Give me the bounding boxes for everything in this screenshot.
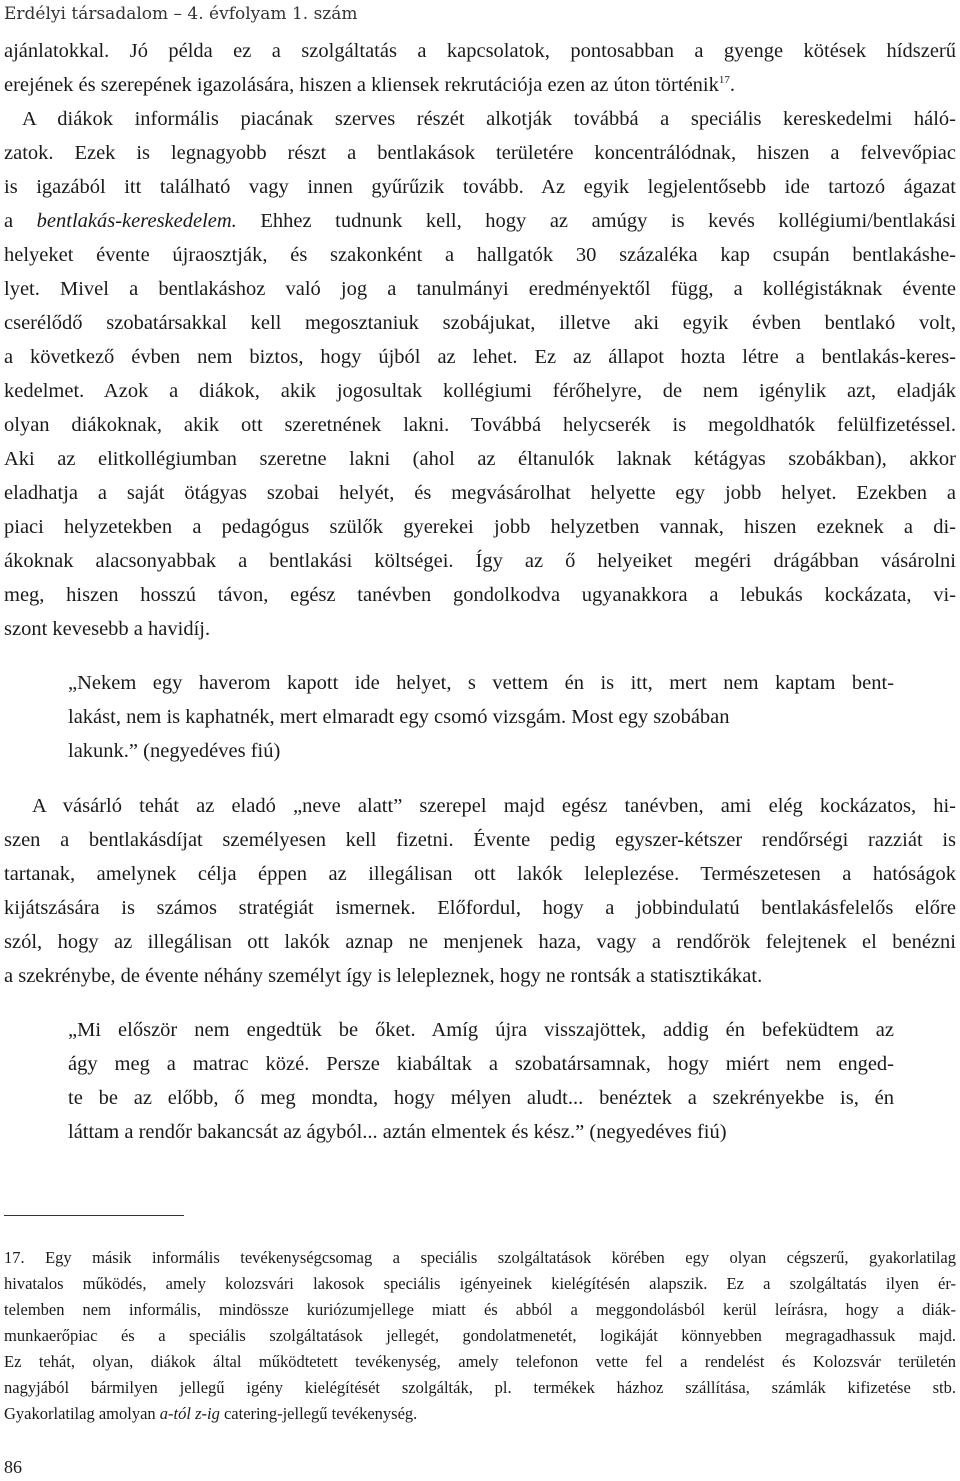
paragraph-text: Ehhez tudnunk kell, hogy az amúgy is kevés kollégiumi/bentlakási bbox=[236, 210, 956, 232]
sentence-end: . bbox=[729, 74, 735, 96]
footnote-line: 17. Egy másik informális tevékenységcsomag a speciális szolgáltatások körében egy olyan cégszerű, gyakorlatilag bbox=[4, 1248, 956, 1267]
paragraph-line: tartanak, amelynek célja éppen az illegálisan ott lakók leleplezése. Természetesen a hatóságok bbox=[4, 863, 956, 885]
paragraph-line: a szekrénybe, de évente néhány személyt így is lelepleznek, hogy ne rontsák a statisztikákat. bbox=[4, 965, 763, 987]
paragraph-line: piaci helyzetekben a pedagógus szülők gyerekei jobb helyzetben vannak, hiszen ezeknek a di- bbox=[4, 516, 956, 538]
paragraph-line: A diákok informális piacának szerves részét alkotják továbbá a speciális kereskedelmi háló- bbox=[22, 108, 956, 130]
footnote-line: hivatalos működés, amely kolozsvári lakosok speciális igényeinek kielégítésén alapszik. Ez a szolgáltatás ilyen ér- bbox=[4, 1274, 956, 1293]
paragraph-line: is igazából itt található vagy innen gyűrűzik tovább. Az egyik legjelentősebb ide tartozó ágazat bbox=[4, 176, 956, 198]
paragraph-line: szól, hogy az illegálisan ott lakók aznap ne menjenek haza, vagy a rendőrök felejtenek el benézni bbox=[4, 931, 956, 953]
paragraph-line: a következő évben nem biztos, hogy újból az lehet. Ez az állapot hozta létre a bentlakás-keres- bbox=[4, 346, 956, 368]
footnote-separator bbox=[4, 1215, 184, 1216]
paragraph-line: A vásárló tehát az eladó „neve alatt” szerepel majd egész tanévben, ami elég kockázatos, hi- bbox=[32, 795, 956, 817]
paragraph-text: a bbox=[4, 210, 37, 232]
paragraph-line bbox=[4, 211, 956, 232]
paragraph-line: helyeket évente újraosztják, és szakonként a hallgatók 30 százaléka kap csupán bentlakáshe- bbox=[4, 244, 956, 266]
quote-line: „Mi először nem engedtük be őket. Amíg újra visszajöttek, addig én befeküdtem az bbox=[68, 1019, 894, 1041]
footnote-line: Ez tehát, olyan, diákok által működtetett tevékenység, amely telefonon vette fel a rendelést és Kolozsvár területén bbox=[4, 1352, 956, 1371]
paragraph-line: kedelmet. Azok a diákok, akik jogosultak kollégiumi férőhelyre, de nem igénylik azt, eladják bbox=[4, 380, 956, 402]
emphasized-term: bentlakás-kereskedelem. bbox=[36, 210, 237, 232]
footnote-line bbox=[4, 1406, 956, 1423]
footnote-line: munkaerőpiac és a speciális szolgáltatások jellegét, gondolatmenetét, logikáját könnyebben megragadhassuk majd. bbox=[4, 1326, 956, 1345]
footnote-text: catering-jellegű tevékenység. bbox=[219, 1404, 418, 1423]
quote-line: lakunk.” (negyedéves fiú) bbox=[68, 740, 281, 762]
footnote-reference[interactable]: 17 bbox=[718, 74, 730, 87]
quote-line: „Nekem egy haverom kapott ide helyet, s vettem én is itt, mert nem kaptam bent- bbox=[68, 672, 894, 694]
emphasized-term: a-tól z-ig bbox=[159, 1404, 220, 1423]
paragraph-line: zatok. Ezek is legnagyobb részt a bentlakások területére koncentrálódnak, hiszen a felvevőpiac bbox=[4, 142, 956, 164]
quote-line: te be az előbb, ő meg mondta, hogy mélyen aludt... benéztek a szekrényekbe is, én bbox=[68, 1087, 894, 1109]
paragraph-line: ákoknak alacsonyabbak a bentlakási költségei. Így az ő helyeiket megéri drágábban vásárolni bbox=[4, 550, 956, 572]
paragraph-line: ajánlatokkal. Jó példa ez a szolgáltatás a kapcsolatok, pontosabban a gyenge kötések hídszerű bbox=[4, 40, 956, 62]
quote-line: lakást, nem is kaphatnék, mert elmaradt egy csomó vizsgám. Most egy szobában bbox=[68, 706, 730, 728]
paragraph-line bbox=[4, 75, 956, 96]
footnote-line: nagyjából bármilyen jellegű igény kielégítését szolgálták, pl. termékek házhoz szállítása, számlák kifizetése stb. bbox=[4, 1378, 956, 1397]
paragraph-line: lyet. Mivel a bentlakáshoz való jog a tanulmányi eredményektől függ, a kollégistáknak évente bbox=[4, 278, 956, 300]
footnote-text: Gyakorlatilag amolyan bbox=[4, 1404, 160, 1423]
paragraph-line: olyan diákoknak, akik ott szeretnének lakni. Továbbá helycserék is megoldhatók felülfizetéssel. bbox=[4, 414, 956, 436]
page-number: 86 bbox=[4, 1457, 22, 1477]
paragraph-line: szen a bentlakásdíjat személyesen kell fizetni. Évente pedig egyszer-kétszer rendőrségi razziát is bbox=[4, 829, 956, 851]
paragraph-line: meg, hiszen hosszú távon, egész tanévben gondolkodva ugyanakkora a lebukás kockázata, vi- bbox=[4, 584, 956, 606]
paragraph-line: szont kevesebb a havidíj. bbox=[4, 618, 211, 640]
running-header: Erdélyi társadalom – 4. évfolyam 1. szám bbox=[4, 4, 358, 24]
paragraph-line: Aki az elitkollégiumban szeretne lakni (ahol az éltanulók laknak kétágyas szobákban), akkor bbox=[4, 448, 956, 470]
paragraph-line: cserélődő szobatársakkal kell megosztaniuk szobájukat, illetve aki egyik évben bentlakó volt, bbox=[4, 312, 956, 334]
quote-line: ágy meg a matrac közé. Persze kiabáltak a szobatársamnak, hogy miért nem enged- bbox=[68, 1053, 894, 1075]
paragraph-text: erejének és szerepének igazolására, hiszen a kliensek rekrutációja ezen az úton történik bbox=[4, 74, 719, 96]
quote-line: láttam a rendőr bakancsát az ágyból... aztán elmentek és kész.” (negyedéves fiú) bbox=[68, 1121, 727, 1143]
footnote-line: telemben nem informális, mindössze kuriózumjellege miatt és abból a meggondolásból kerül leírásra, hogy a diák- bbox=[4, 1300, 956, 1319]
paragraph-line: kijátszására is számos stratégiát ismernek. Előfordul, hogy a jobbindulatú bentlakásfelelős előre bbox=[4, 897, 956, 919]
paragraph-line: eladhatja a saját ötágyas szobai helyét, és megvásárolhat helyette egy jobb helyet. Ezekben a bbox=[4, 482, 956, 504]
